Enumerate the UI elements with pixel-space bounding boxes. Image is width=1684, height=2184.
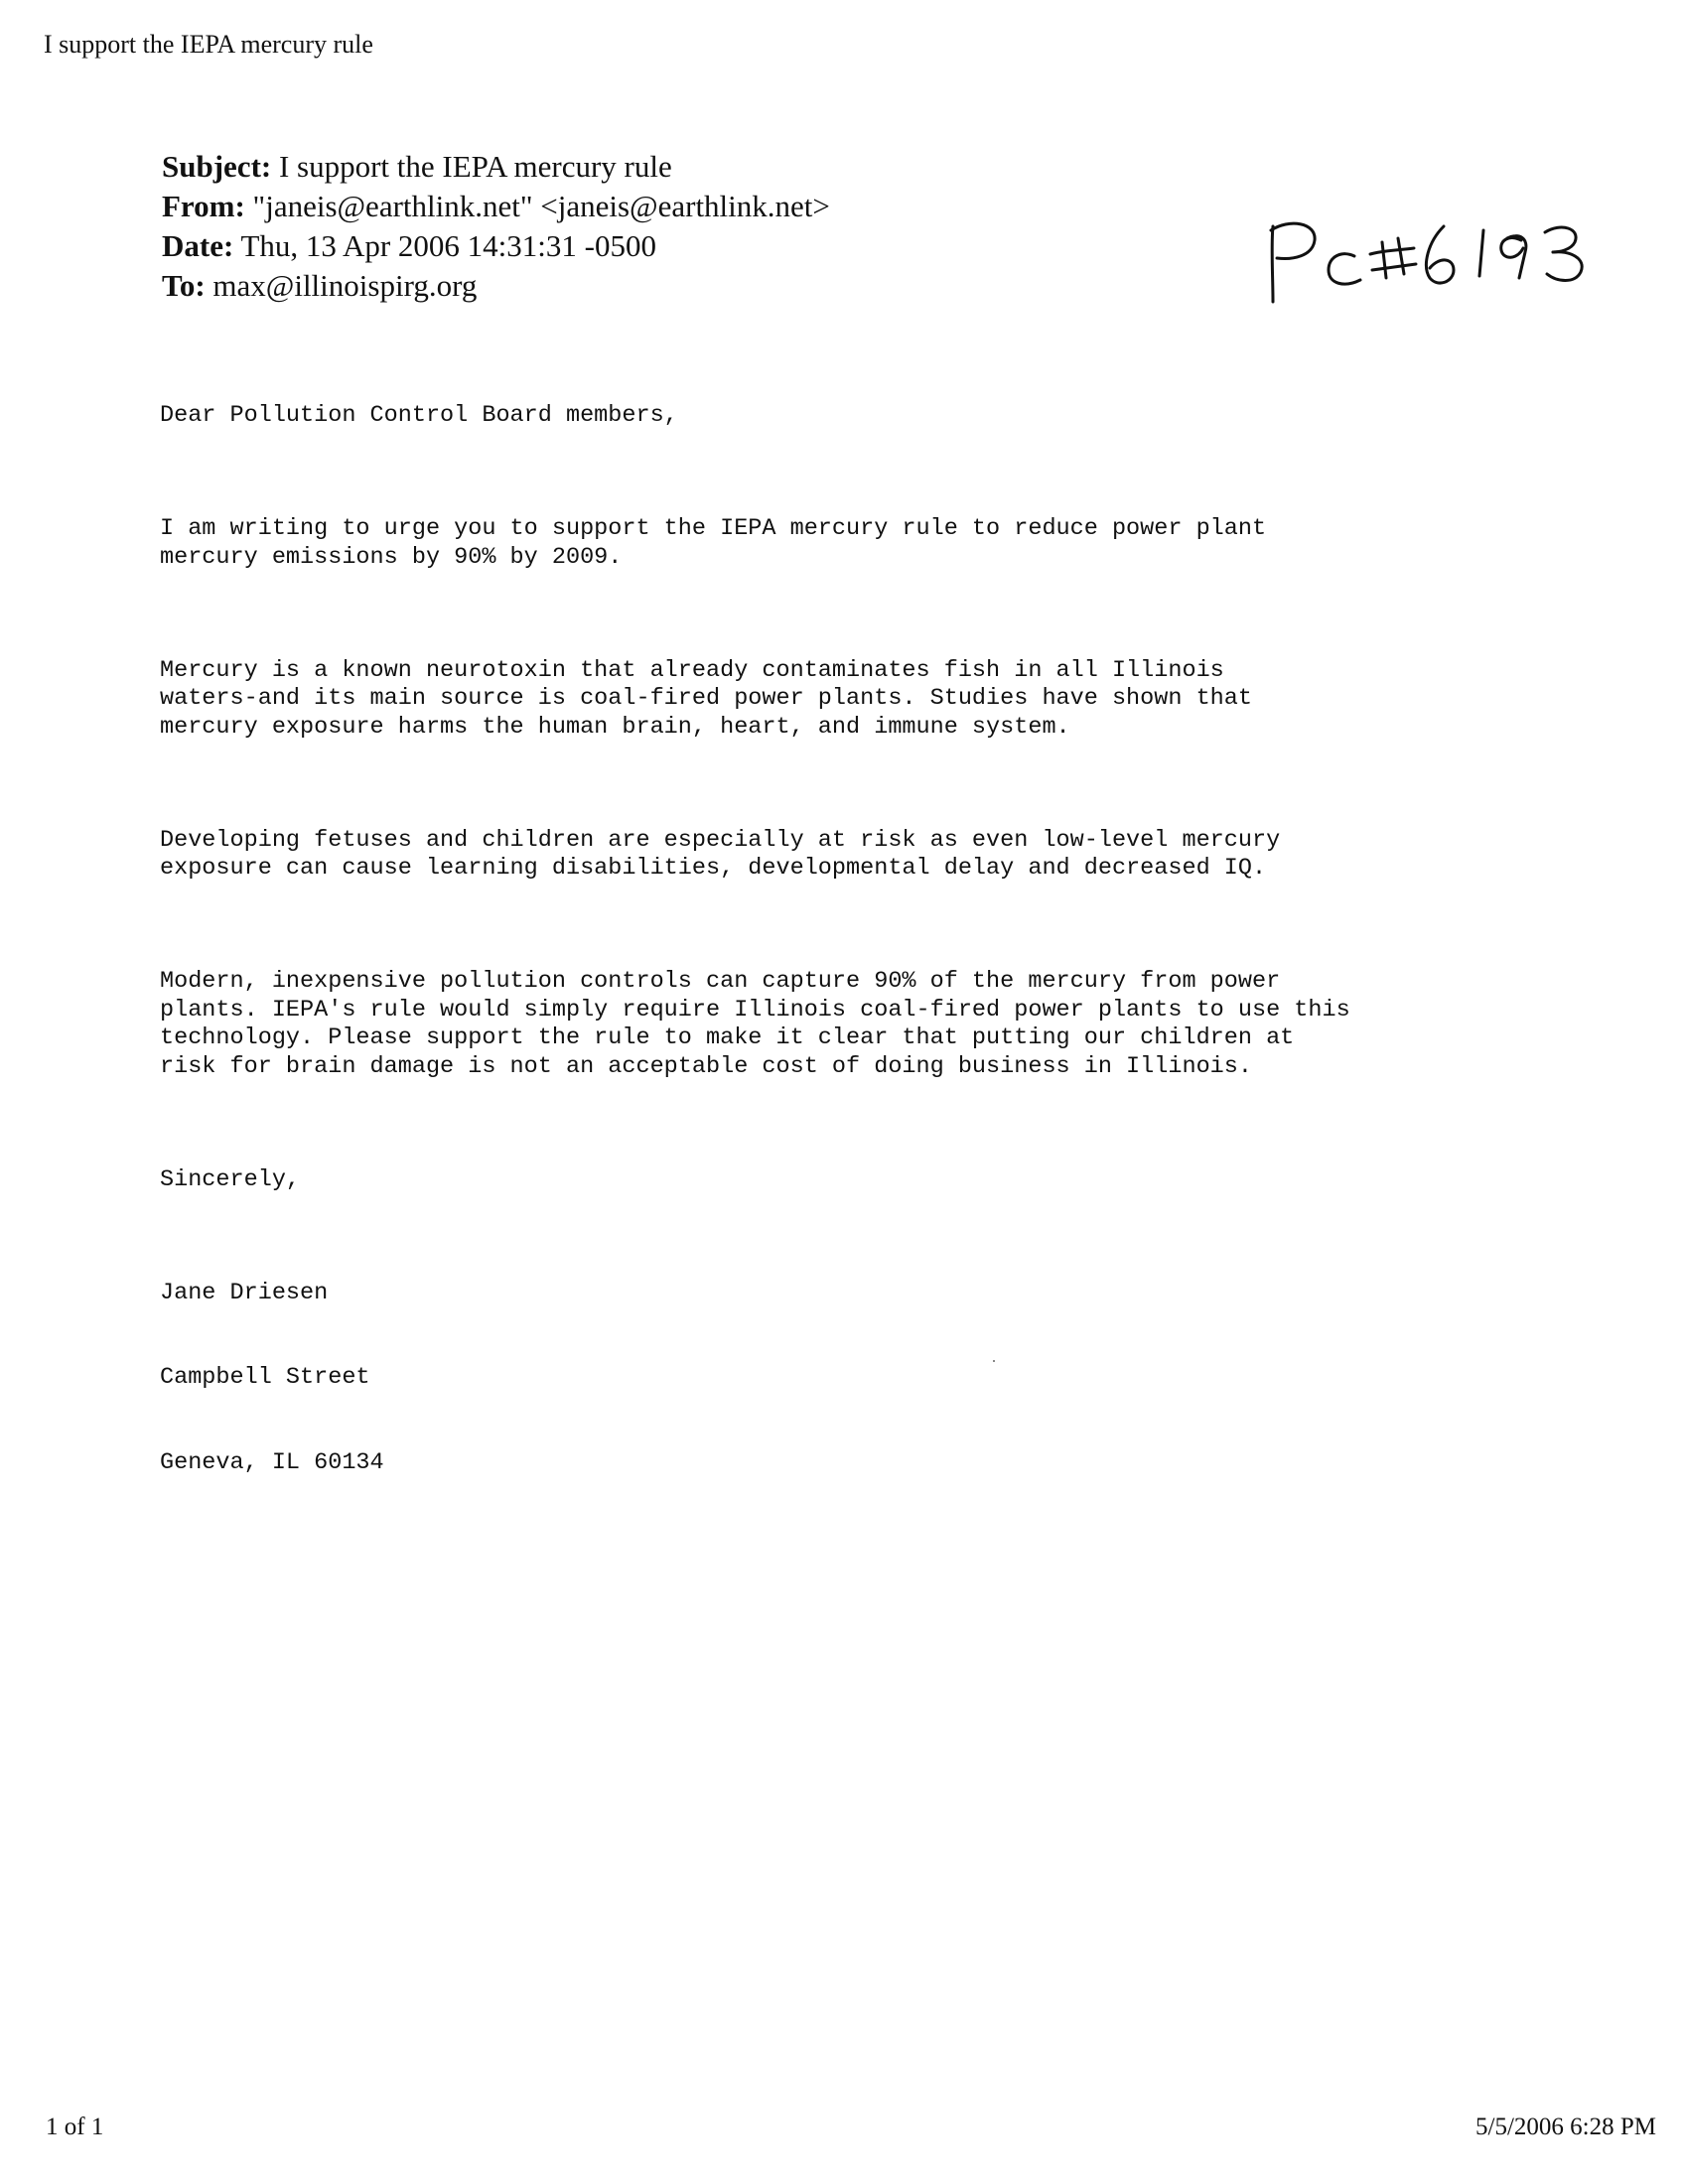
scan-speck — [993, 1360, 995, 1362]
printed-timestamp: 5/5/2006 6:28 PM — [1475, 2114, 1656, 2140]
letter-paragraph: Mercury is a known neurotoxin that already contaminates fish in all Illinois waters-and its main source is coal-fired power plants. Studies have shown that mercury exposure harms the human brain, heart, and immune system. — [160, 656, 1252, 741]
date-value: Thu, 13 Apr 2006 14:31:31 -0500 — [233, 228, 656, 263]
date-row — [162, 226, 830, 266]
from-label: From: — [162, 189, 245, 223]
from-row — [162, 187, 830, 226]
letter-greeting: Dear Pollution Control Board members, — [160, 402, 678, 429]
signature-street: Campbell Street — [160, 1364, 370, 1391]
letter-paragraph: Modern, inexpensive pollution controls can capture 90% of the mercury from power plants. IEPA's rule would simply require Illinois coal-fired power plants to use this technology. Please support the rule to make it clear that putting our children at risk for brain damage is not an acceptable cost of doing business in Illinois. — [160, 968, 1350, 1080]
from-value: "janeis@earthlink.net" <janeis@earthlink.net> — [244, 189, 830, 223]
to-row — [162, 266, 830, 306]
signature-city: Geneva, IL 60134 — [160, 1448, 384, 1476]
subject-label: Subject: — [162, 149, 272, 184]
handwritten-stamp-drawing — [1259, 216, 1593, 308]
email-headers — [162, 147, 830, 306]
letter-closing: Sincerely, — [160, 1165, 301, 1193]
date-label: Date: — [162, 228, 234, 263]
letter-paragraph: I am writing to urge you to support the IEPA mercury rule to reduce power plant mercury emissions by 90% by 2009. — [160, 515, 1267, 571]
page-count: 1 of 1 — [46, 2114, 104, 2140]
letter-paragraph: Developing fetuses and children are especially at risk as even low-level mercury exposure can cause learning disabilities, developmental delay and decreased IQ. — [160, 826, 1281, 882]
subject-row — [162, 147, 830, 187]
to-value: max@illinoispirg.org — [205, 268, 478, 303]
page-header-title: I support the IEPA mercury rule — [44, 30, 373, 59]
subject-value: I support the IEPA mercury rule — [271, 149, 672, 184]
to-label: To: — [162, 268, 206, 303]
signature-name: Jane Driesen — [160, 1279, 329, 1306]
handwritten-stamp-pc-number — [1259, 216, 1593, 308]
letter-body — [160, 345, 1590, 1506]
